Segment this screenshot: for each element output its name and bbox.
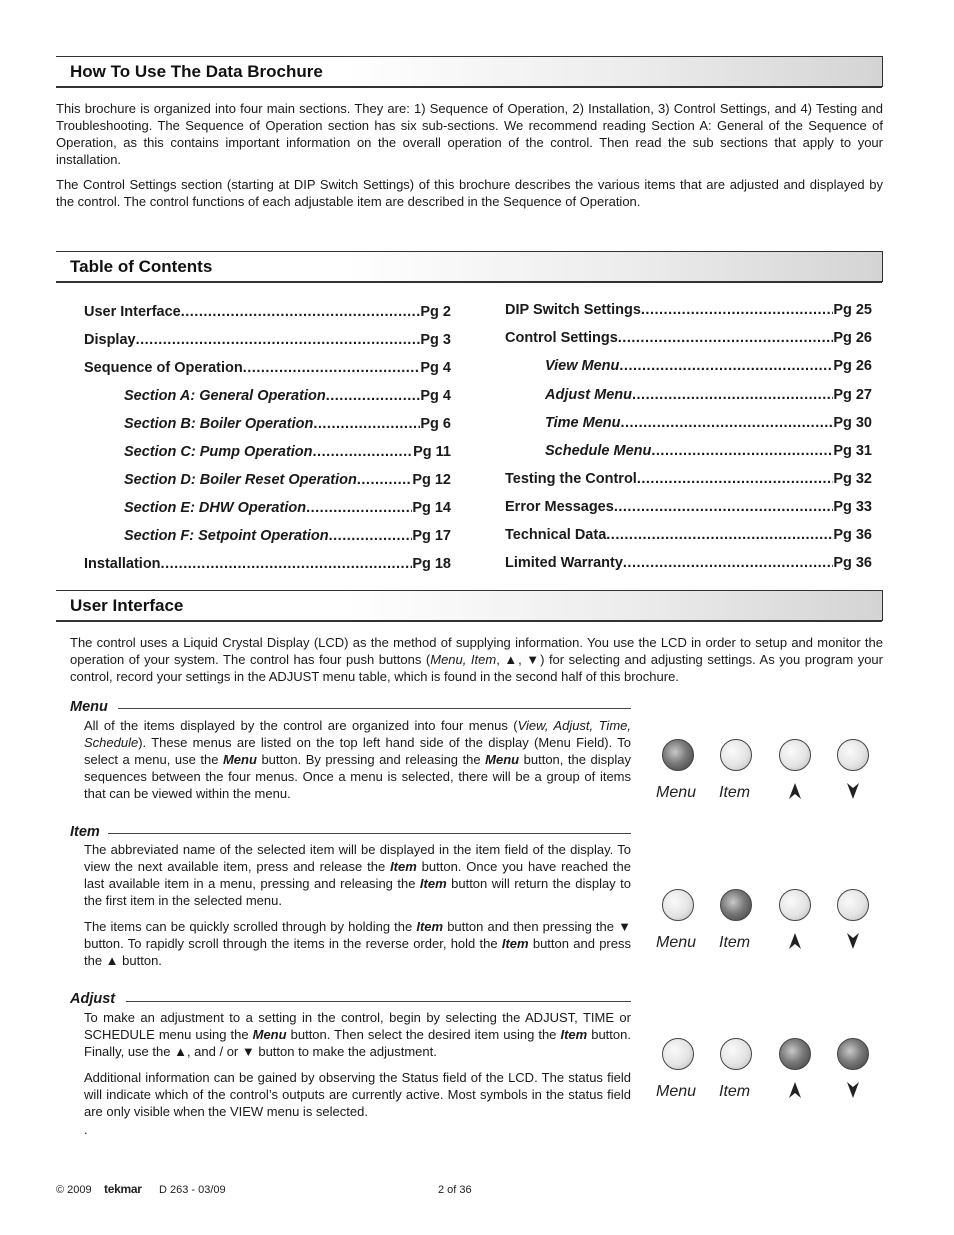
up-arrow-icon	[788, 932, 802, 950]
down-button	[837, 739, 869, 771]
up-button	[779, 739, 811, 771]
up-button-pressed	[779, 1038, 811, 1070]
toc-entry-user-interface[interactable]: User Interface ..... Pg 2	[84, 303, 451, 321]
footer-page-number: 2 of 36	[438, 1184, 472, 1196]
item-paragraph-1: The abbreviated name of the selected item will be displayed in the item field of the display. To view the next available item, press and release the Item button. Once you have reached the last available item in a menu, pressing and releasing the Item button will return the display to the first item in the selected menu.	[84, 842, 631, 908]
toc-entry-installation[interactable]: Installation ..... Pg 18	[84, 555, 451, 573]
ui-section-header	[56, 590, 883, 621]
toc-entry-dip-switch-settings[interactable]: DIP Switch Settings ..... Pg 25	[505, 301, 872, 319]
adjust-subheading-rule	[126, 1001, 631, 1002]
toc-entry-section-c[interactable]: Section C: Pump Operation ..... Pg 11	[124, 443, 451, 461]
toc-section-title: Table of Contents	[70, 257, 213, 276]
toc-entry-schedule-menu[interactable]: Schedule Menu ..... Pg 31	[545, 442, 872, 460]
item-button-pressed	[720, 889, 752, 921]
menu-button-label: Menu	[656, 784, 697, 801]
menu-paragraph: All of the items displayed by the control are organized into four menus (View, Adjust, Time, Schedule). These menus are listed on the top left hand side of the display (Menu Field). To select a menu, use the Menu button. By pressing and releasing the Menu button, the display sequences between the four menus. Once a menu is selected, there will be a group of items that can be viewed within the menu.	[84, 718, 631, 801]
brochure-section-header	[56, 56, 883, 87]
toc-entry-section-d[interactable]: Section D: Boiler Reset Operation ..... Pg 12	[124, 471, 451, 489]
down-button	[837, 889, 869, 921]
menu-subheading-rule	[118, 708, 631, 709]
toc-entry-sequence-of-operation[interactable]: Sequence of Operation ..... Pg 4	[84, 359, 451, 377]
toc-entry-control-settings[interactable]: Control Settings ..... Pg 26	[505, 329, 872, 347]
down-button-pressed	[837, 1038, 869, 1070]
item-button-label: Item	[719, 934, 751, 951]
menu-button-pressed	[662, 739, 694, 771]
toc-entry-section-b[interactable]: Section B: Boiler Operation ..... Pg 6	[124, 415, 451, 433]
up-arrow-icon	[788, 1081, 802, 1099]
toc-entry-view-menu[interactable]: View Menu ..... Pg 26	[545, 357, 872, 375]
item-button-label: Item	[719, 1083, 751, 1100]
up-arrow-icon	[788, 782, 802, 800]
brochure-paragraph-1: This brochure is organized into four main sections. They are: 1) Sequence of Operation, 2) Installation, 3) Control Settings, and 4) Testing and Troubleshooting. The Sequence of Operation section has six sub-sections. We recommend reading Section A: General of the Sequence of Operation, as this contains important information on the overall operation of the control. Then read the sub sections that apply to your installation.	[56, 101, 883, 167]
adjust-paragraph-1: To make an adjustment to a setting in the control, begin by selecting the ADJUST, TIME or SCHEDULE menu using the Menu button. Then select the desired item using the Item button. Finally, use the ▲, and / or ▼ button to make the adjustment.	[84, 1010, 631, 1059]
footer-copyright: © 2009	[56, 1184, 92, 1196]
toc-entry-limited-warranty[interactable]: Limited Warranty ..... Pg 36	[505, 554, 872, 572]
toc-entry-time-menu[interactable]: Time Menu ..... Pg 30	[545, 414, 872, 432]
item-paragraph-2: The items can be quickly scrolled through by holding the Item button and then pressing the ▼ button. To rapidly scroll through the items in the reverse order, hold the Item button and press the ▲ button.	[84, 919, 631, 968]
up-button	[779, 889, 811, 921]
ui-intro-paragraph: The control uses a Liquid Crystal Display (LCD) as the method of supplying information. You use the LCD in order to setup and monitor the operation of your system. The control has four push buttons (Menu, Item, ▲, ▼) for selecting and adjusting settings. As you program your control, record your settings in the ADJUST menu table, which is found in the second half of this brochure.	[70, 635, 883, 684]
adjust-paragraph-2: Additional information can be gained by observing the Status field of the LCD. The status field will indicate which of the control’s outputs are currently active. Most symbols in the status field are only visible when the VIEW menu is selected.	[84, 1070, 631, 1119]
toc-entry-section-a[interactable]: Section A: General Operation ..... Pg 4	[124, 387, 451, 405]
toc-entry-display[interactable]: Display ..... Pg 3	[84, 331, 451, 349]
item-button-label: Item	[719, 784, 751, 801]
toc-entry-adjust-menu[interactable]: Adjust Menu ..... Pg 27	[545, 386, 872, 404]
toc-section-header	[56, 251, 883, 282]
down-arrow-icon	[846, 1081, 860, 1099]
item-subheading: Item	[70, 824, 100, 840]
trailing-dot: .	[84, 1122, 88, 1137]
menu-button	[662, 1038, 694, 1070]
brochure-paragraph-2: The Control Settings section (starting at DIP Switch Settings) of this brochure describes the various items that are adjusted and displayed by the control. The control functions of each adjustable item are described in the Sequence of Operation.	[56, 177, 883, 209]
menu-button-label: Menu	[656, 934, 697, 951]
adjust-subheading: Adjust	[70, 991, 116, 1007]
toc-entry-error-messages[interactable]: Error Messages ..... Pg 33	[505, 498, 872, 516]
brochure-section-title: How To Use The Data Brochure	[70, 62, 323, 81]
down-arrow-icon	[846, 782, 860, 800]
footer-brand-logo: tekmar	[104, 1182, 142, 1196]
ui-section-title: User Interface	[70, 596, 184, 615]
toc-entry-testing-the-control[interactable]: Testing the Control ..... Pg 32	[505, 470, 872, 488]
footer-doc-id: D 263 - 03/09	[159, 1184, 226, 1196]
menu-button	[662, 889, 694, 921]
item-button	[720, 739, 752, 771]
item-subheading-rule	[108, 833, 631, 834]
menu-button-label: Menu	[656, 1083, 697, 1100]
menu-subheading: Menu	[70, 699, 108, 715]
toc-entry-section-f[interactable]: Section F: Setpoint Operation ..... Pg 17	[124, 527, 451, 545]
item-button	[720, 1038, 752, 1070]
toc-entry-section-e[interactable]: Section E: DHW Operation ..... Pg 14	[124, 499, 451, 517]
toc-entry-technical-data[interactable]: Technical Data ..... Pg 36	[505, 526, 872, 544]
down-arrow-icon	[846, 932, 860, 950]
